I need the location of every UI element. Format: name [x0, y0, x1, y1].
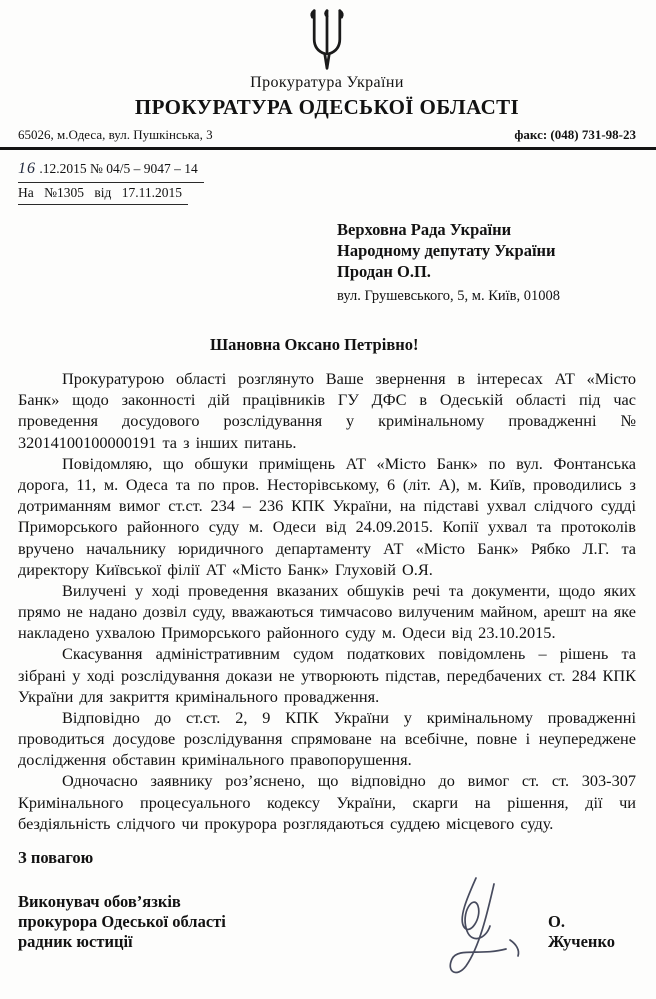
signer-title-line-1: Виконувач обов’язків — [18, 891, 181, 911]
signer-title-block — [18, 892, 636, 951]
recipient-line-3: Продан О.П. — [337, 262, 431, 282]
recipient-block — [337, 219, 636, 305]
ref-outgoing — [18, 157, 204, 183]
signature-scribble-icon — [390, 870, 540, 990]
signer-name: О. Жученко — [548, 911, 615, 951]
body-paragraph: Скасування адміністративним судом податкових повідомлень – рішень та зібрані у ході розслідування докази не утворюють підстав, передбачених ст. 284 КПК України для закриття кримінального провадження. — [18, 644, 636, 706]
body-paragraph: Одночасно заявнику роз’яснено, що відповідно до вимог ст. ст. 303-307 Кримінального процесуального кодексу України, скарги на рішення, дії чи бездіяльність слідчого чи прокурора розглядаються суддею місцевого суду. — [18, 771, 636, 833]
ukraine-trident-icon — [304, 8, 350, 72]
org-title: ПРОКУРАТУРА ОДЕСЬКОЇ ОБЛАСТІ — [134, 95, 520, 119]
body-paragraph: Прокуратурою області розглянуто Ваше звернення в інтересах АТ «Місто Банк» щодо законності дій працівників ГУ ДФС в Одеській області під час проведення досудового розслідування у кримінальному провадженні № 32014100100000191 та з інших питань. — [18, 369, 636, 452]
signer-title-line-2: прокурора Одеської області — [18, 911, 226, 931]
org-address: 65026, м.Одеса, вул. Пушкінська, 3 — [18, 127, 213, 142]
letter-body — [18, 368, 636, 834]
body-paragraph: Вилучені у ході проведення вказаних обшуків речі та документи, щодо яких прямо не надано дозвіл суду, вважаються тимчасово вилученим майном, арешт на яке накладено ухвалою Приморського районного суду м. Одеси від 23.10.2015. — [18, 580, 636, 643]
letterhead-contact-row — [18, 127, 636, 143]
recipient-line-2: Народному депутату України — [337, 241, 556, 261]
reference-block — [18, 157, 636, 205]
org-fax: факс: (048) 731-98-23 — [514, 127, 636, 142]
ref-incoming: На №1305 від 17.11.2015 — [18, 183, 188, 205]
closing-regards: З повагою — [18, 847, 94, 867]
org-parent-title: Прокуратура України — [250, 74, 404, 91]
signer-title-line-3: радник юстиції — [18, 931, 133, 951]
closing-block — [18, 848, 636, 999]
letterhead — [18, 8, 636, 120]
ref-outgoing-handwritten-date: 16 — [18, 160, 36, 177]
letterhead-divider — [0, 147, 656, 150]
body-paragraph: Відповідно до ст.ст. 2, 9 КПК України у кримінальному провадженні проводиться досудове розслідування спрямоване на всебічне, повне і неупереджене дослідження обставин кримінального правопорушення. — [18, 707, 636, 770]
ref-outgoing-number: .12.2015 № 04/5 – 9047 – 14 — [39, 161, 198, 176]
salutation: Шановна Оксано Петрівно! — [210, 335, 419, 355]
recipient-address: вул. Грушевського, 5, м. Київ, 01008 — [337, 287, 561, 304]
recipient-line-1: Верховна Рада України — [337, 220, 512, 240]
body-paragraph: Повідомляю, що обшуки приміщень АТ «Місто Банк» по вул. Фонтанська дорога, 11, м. Одеса та по пров. Несторівському, 6 (літ. А), м. Київ, проводились з дотриманням вимог ст.ст. 234 – 236 КПК України, на підставі ухвал слідчого судді Приморського районного суду м. Одеси від 24.09.2015. Копії ухвал та протоколів вручено начальнику юридичного департаменту АТ «Місто Банк» Рябко Л.Г. та директору Київської філії АТ «Місто Банк» Глуховій О.Я. — [18, 453, 636, 579]
